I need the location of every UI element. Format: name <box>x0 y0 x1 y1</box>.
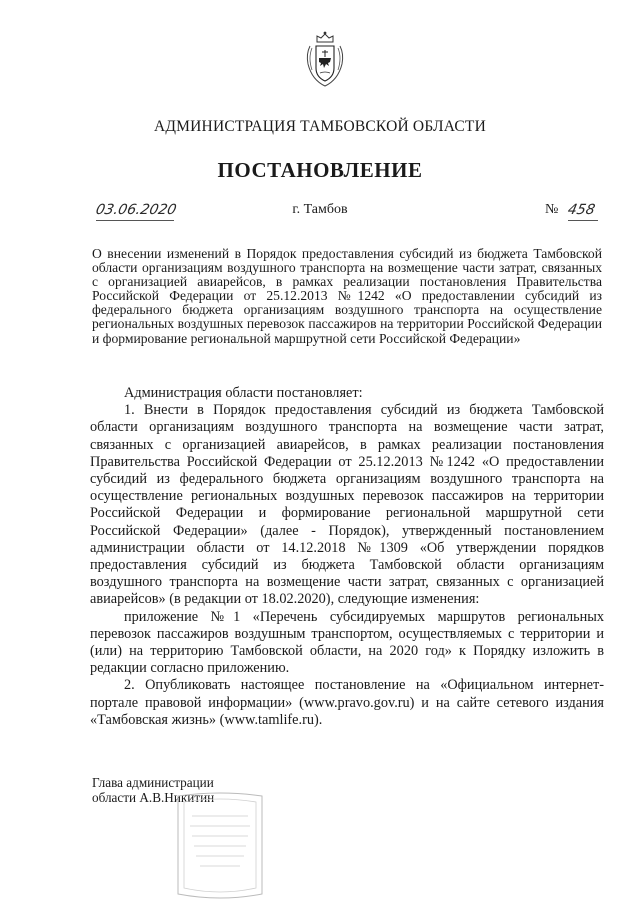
signature-title: Глава администрации <box>92 775 214 790</box>
digital-signature-stamp-icon <box>170 790 270 902</box>
document-subject: О внесении изменений в Порядок предоставления субсидий из бюджета Тамбовской области организациям воздушного транспорта на возмещение части затрат, связанных с организацией авиарейсов, в рамках реализации постановления Правительства Российской Федерации от 25.12.2013 №1242 «О предоставлении субсидий из федерального бюджета организациям воздушного транспорта на осуществление региональных воздушных перевозок пассажиров на территории Российской Федерации и формирование региональной маршрутной сети Российской Федерации» <box>92 246 602 346</box>
document-number <box>568 202 598 221</box>
document-type-title: ПОСТАНОВЛЕНИЕ <box>217 158 423 182</box>
document-city: г. Тамбов <box>292 202 348 217</box>
signature-name: области А.В.Никитин <box>92 789 215 805</box>
document-body <box>90 385 604 729</box>
handwritten-date: 03.06.2020 <box>94 202 178 218</box>
coat-of-arms-icon <box>302 30 348 90</box>
document-number-label: № <box>545 202 559 217</box>
organization-name: АДМИНИСТРАЦИЯ ТАМБОВСКОЙ ОБЛАСТИ <box>154 118 486 135</box>
body-intro: Администрация области постановляет: <box>124 385 363 401</box>
body-paragraph-1: 1. Внести в Порядок предоставления субсидий из бюджета Тамбовской области организациям воздушного транспорта на возмещение части затрат, связанных с организацией авиарейсов, в рамках реализации постановления Правительства Российской Федерации от 25.12.2013 №1242 «О предоставлении субсидий из федерального бюджета организациям воздушного транспорта на осуществление региональных воздушных перевозок пассажиров на территории Российской Федерации и формирование региональной маршрутной сети Российской Федерации» (далее - Порядок), утвержденный постановлением администрации области от 14.12.2018 №1309 «Об утверждении порядков предоставления субсидий из бюджета Тамбовской области организациям воздушного транспорта на возмещение части затрат, связанных с организацией авиарейсов» (в редакции от 18.02.2020), следующие изменения: <box>90 402 604 608</box>
body-paragraph-3: 2. Опубликовать настоящее постановление на «Официальном интернет-портале правовой информации» (www.pravo.gov.ru) и на сайте сетевого издания «Тамбовская жизнь» (www.tamlife.ru). <box>90 677 604 728</box>
handwritten-number: 458 <box>566 202 597 218</box>
body-paragraph-2: приложение №1 «Перечень субсидируемых маршрутов региональных перевозок пассажиров воздушным транспортом, осуществляемых с территории и (или) на территорию Тамбовской области, на 2020 год» к Порядку изложить в редакции согласно приложению. <box>90 608 604 677</box>
